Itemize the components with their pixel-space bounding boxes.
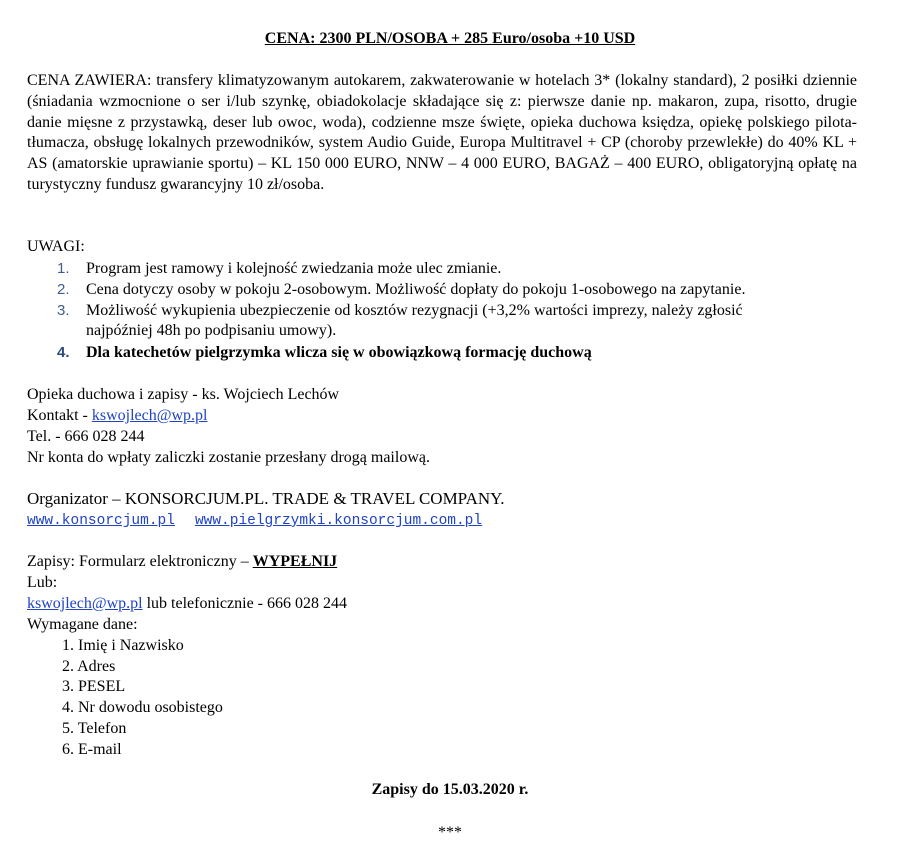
list-item: 1. Imię i Nazwisko — [62, 637, 184, 654]
note-number: 2. — [57, 281, 70, 298]
includes-paragraph: CENA ZAWIERA: transfery klimatyzowanym autokarem, zakwaterowanie w hotelach 3* (lokalny standard), 2 posiłki dziennie (śniadania wzmocnione o ser i/lub szynkę, obiadokolacje składające się z: pierwsze danie np. makaron, zupa, risotto, drugie danie mięsne z przystawką, deser lub owoc, woda), codzienne msze święte, opieka duchowa księdza, opiekę polskiego pilota-tłumacza, obsługę lokalnych przewodników, system Audio Guide, Europa Multitravel + CP (choroby przewlekłe) do 40% KL + AS (amatorskie uprawianie sportu) – KL 150 000 EURO, NNW – 4 000 EURO, BAGAŻ – 400 EURO, obligatoryjną opłatę na turystyczny fundusz gwarancyjny 10 zł/osoba. — [27, 72, 857, 193]
fill-form-link[interactable]: WYPEŁNIJ — [252, 553, 338, 570]
contact-line — [27, 406, 207, 426]
signup-email-line — [27, 594, 347, 614]
note-number: 3. — [57, 302, 70, 319]
note-number: 4. — [57, 344, 70, 361]
note-item-3-continuation: najpóźniej 48h po podpisaniu umowy). — [86, 322, 337, 339]
list-item: 2. Adres — [62, 658, 116, 675]
pielgrzymki-link[interactable]: www.pielgrzymki.konsorcjum.com.pl — [194, 513, 483, 529]
list-item: 5. Telefon — [62, 720, 127, 737]
signup-deadline: Zapisy do 15.03.2020 r. — [371, 781, 529, 798]
organizer-name: KONSORCJUM.PL. TRADE & TRAVEL COMPANY. — [124, 489, 505, 508]
konsorcjum-link[interactable]: www.konsorcjum.pl — [27, 513, 175, 529]
note-text: Możliwość wykupienia ubezpieczenie od kosztów rezygnacji (+3,2% wartości imprezy, należy zgłosić — [86, 302, 743, 319]
list-item: 3. PESEL — [62, 678, 126, 695]
spiritual-care-line: Opieka duchowa i zapisy - ks. Wojciech Lechów — [27, 386, 340, 403]
account-line: Nr konta do wpłaty zaliczki zostanie przesłany drogą mailową. — [27, 449, 430, 466]
or-label: Lub: — [27, 574, 58, 591]
note-text: Cena dotyczy osoby w pokoju 2-osobowym. Możliwość dopłaty do pokoju 1-osobowego na zapytanie. — [86, 281, 746, 298]
contact-email-link[interactable]: kswojlech@wp.pl — [91, 407, 208, 424]
price-heading: CENA: 2300 PLN/OSOBA + 285 Euro/osoba +10 USD — [264, 30, 636, 47]
signup-line — [27, 552, 337, 572]
notes-title: UWAGI: — [27, 238, 85, 255]
required-data-label: Wymagane dane: — [27, 616, 138, 633]
note-text: Program jest ramowy i kolejność zwiedzania może ulec zmianie. — [86, 260, 502, 277]
signup-label: Zapisy: Formularz elektroniczny – — [27, 553, 253, 570]
phone-line: Tel. - 666 028 244 — [27, 428, 145, 445]
list-item: 6. E-mail — [62, 741, 122, 758]
organizer-line — [27, 489, 504, 509]
list-item: 4. Nr dowodu osobistego — [62, 699, 223, 716]
note-number: 1. — [57, 260, 70, 277]
note-text: Dla katechetów pielgrzymka wlicza się w obowiązkową formację duchową — [86, 344, 592, 361]
organizer-links — [27, 510, 482, 531]
organizer-label: Organizator – — [27, 489, 125, 508]
contact-label: Kontakt - — [27, 407, 92, 424]
signup-email-link[interactable]: kswojlech@wp.pl — [27, 595, 143, 612]
signup-phone-text: lub telefonicznie - 666 028 244 — [142, 595, 347, 612]
separator: *** — [438, 824, 462, 841]
